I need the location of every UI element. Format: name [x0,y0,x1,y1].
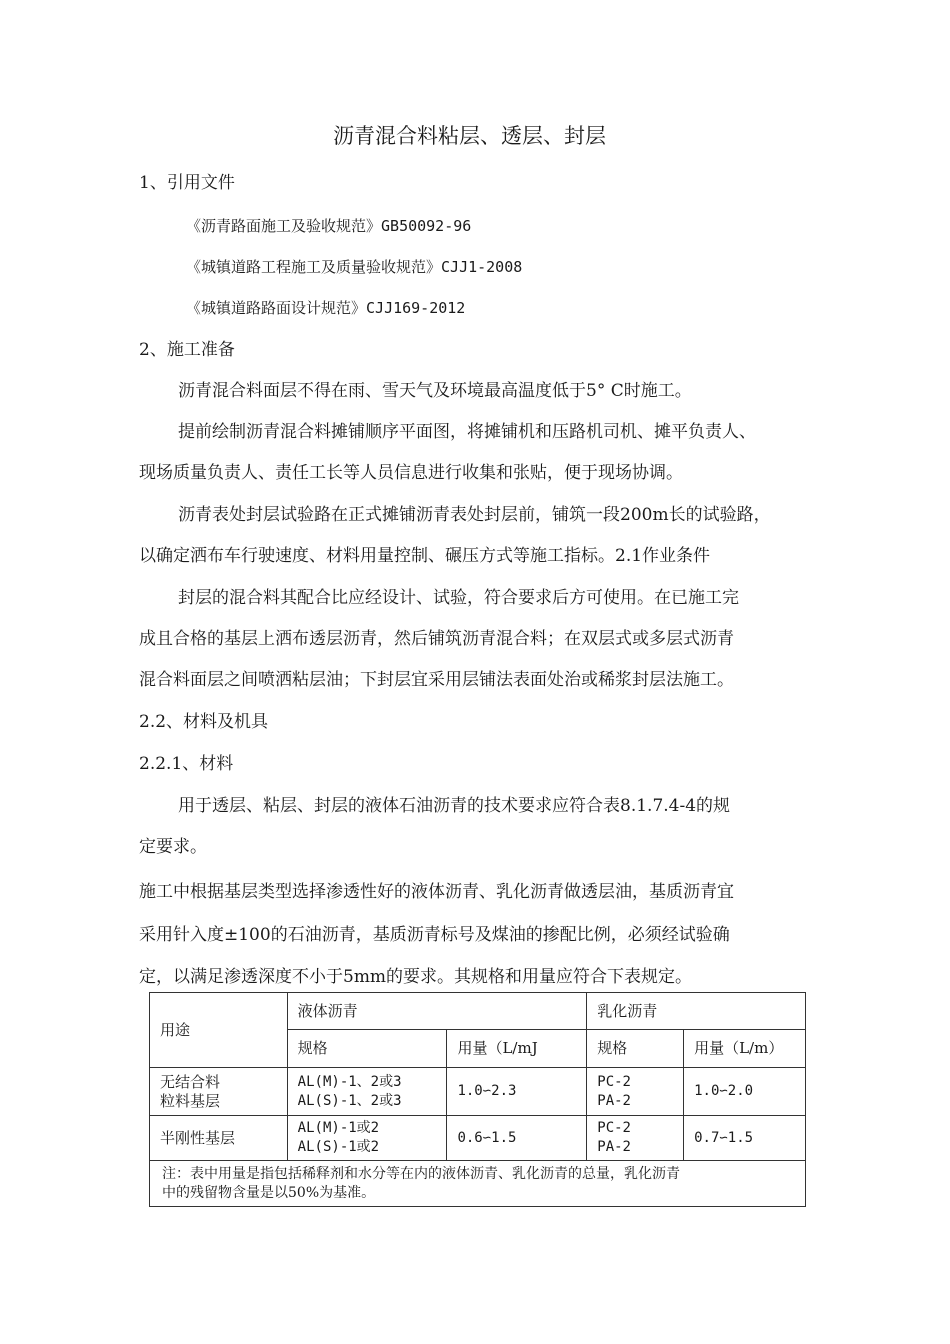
paragraph-line: 定要求。 [139,837,207,857]
section-heading-preparation: 2、施工准备 [139,340,235,360]
paragraph-line: 用于透层、粘层、封层的液体石油沥青的技术要求应符合表8.1.7.4-4的规 [178,796,731,816]
cell-line: PC-2 [597,1073,631,1090]
header-spec: 规格 [587,1030,684,1068]
reference-item: 《城镇道路工程施工及质量验收规范》CJJ1-2008 [186,258,523,276]
table-row [150,1068,806,1116]
header-amount: 用量（L/m） [684,1030,806,1068]
cell-emulsion-amount: 1.0∽2.0 [684,1068,806,1116]
paragraph-line: 封层的混合料其配合比应经设计、试验，符合要求后方可使用。在已施工完 [178,588,739,608]
paragraph-line: 成且合格的基层上洒布透层沥青，然后铺筑沥青混合料；在双层式或多层式沥青 [139,629,734,649]
paragraph-line: 定，以满足渗透深度不小于5mm的要求。其规格和用量应符合下表规定。 [139,967,693,987]
cell-emulsion-amount: 0.7∽1.5 [684,1116,806,1161]
header-emulsified-asphalt: 乳化沥青 [587,993,806,1030]
prime-coat-spec-table [149,992,806,1207]
paragraph-line: 混合料面层之间喷洒粘层油；下封层宜采用层铺法表面处治或稀浆封层法施工。 [139,670,734,690]
cell-line: PC-2 [597,1120,631,1136]
cell-liquid-amount: 0.6∽1.5 [447,1116,587,1161]
paragraph-line: 沥青混合料面层不得在雨、雪天气及环境最高温度低于5° C时施工。 [178,381,692,401]
header-spec: 规格 [287,1030,447,1068]
cell-liquid-spec [287,1116,447,1161]
cell-emulsion-spec [587,1068,684,1116]
cell-emulsion-spec [587,1116,684,1161]
cell-use [150,1068,288,1116]
cell-line: AL(S)-1或2 [297,1139,380,1155]
cell-use: 半刚性基层 [150,1116,288,1161]
cell-liquid-amount: 1.0∽2.3 [447,1068,587,1116]
note-line: 注：表中用量是指包括稀释剂和水分等在内的液体沥青、乳化沥青的总量，乳化沥青 [162,1165,680,1182]
header-liquid-asphalt: 液体沥青 [287,993,587,1030]
reference-item: 《城镇道路路面设计规范》CJJ169-2012 [186,299,466,317]
section-heading-materials: 2.2、材料及机具 [139,712,269,732]
cell-line: AL(M)-1或2 [297,1120,380,1136]
table-note-row [150,1161,806,1207]
paragraph-line: 沥青表处封层试验路在正式摊铺沥青表处封层前，铺筑一段200m长的试验路， [178,505,771,525]
paragraph-line: 提前绘制沥青混合料摊铺顺序平面图，将摊铺机和压路机司机、摊平负责人、 [178,422,756,442]
section-heading-references: 1、引用文件 [139,173,235,193]
paragraph-line: 施工中根据基层类型选择渗透性好的液体沥青、乳化沥青做透层油，基质沥青宜 [139,882,734,902]
paragraph-line: 现场质量负责人、责任工长等人员信息进行收集和张贴，便于现场协调。 [139,463,683,483]
cell-line: 无结合料 [160,1072,221,1091]
note-line: 中的残留物含量是以50%为基准。 [162,1184,376,1201]
paragraph-line: 以确定洒布车行驶速度、材料用量控制、碾压方式等施工指标。2.1作业条件 [139,546,711,566]
cell-line: AL(M)-1、2或3 [297,1073,402,1090]
cell-line: PA-2 [597,1092,631,1109]
cell-liquid-spec [287,1068,447,1116]
table-row [150,1116,806,1161]
cell-line: PA-2 [597,1139,631,1155]
reference-item: 《沥青路面施工及验收规范》GB50092-96 [186,217,472,235]
table-note [150,1161,806,1207]
table-header-row [150,993,806,1030]
paragraph-line: 采用针入度±100的石油沥青，基质沥青标号及煤油的掺配比例，必须经试验确 [139,925,730,945]
cell-line: 粒料基层 [160,1091,221,1110]
cell-line: AL(S)-1、2或3 [297,1092,402,1109]
header-use: 用途 [150,993,288,1068]
header-amount: 用量（L/mJ [447,1030,587,1068]
section-heading-material: 2.2.1、材料 [139,754,234,774]
page-title: 沥青混合料粘层、透层、封层 [333,124,606,148]
